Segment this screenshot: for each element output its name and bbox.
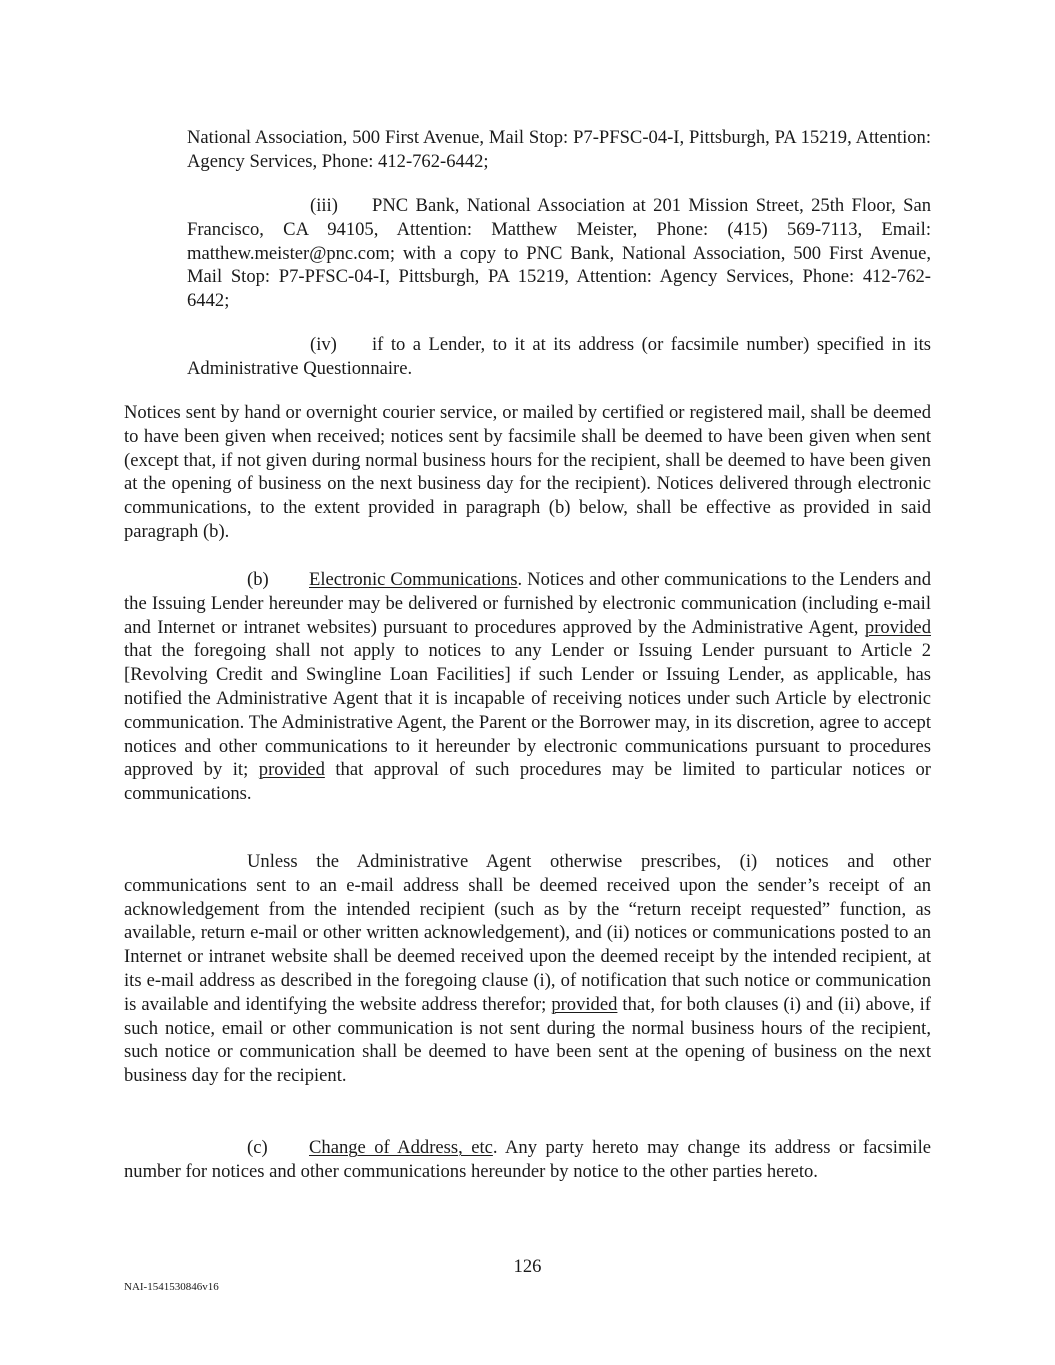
page-number: 126 [513,1256,542,1277]
item-iii-label: (iii) [310,195,338,216]
provided-term: provided [864,616,931,638]
section-c-text: Any party hereto may change its address or facsimile number for notices and other communications hereunder by notice to the other parties hereto. [124,1137,931,1182]
section-c-heading-punct: . [492,1137,498,1158]
item-iv [187,333,931,381]
section-b-heading-punct: . [517,569,523,590]
document-id: NAI-1541530846v16 [124,1281,219,1293]
provided-term: provided [551,993,618,1015]
item-iv-text: if to a Lender, to it at its address (or facsimile number) specified in its Administrative Questionnaire. [187,334,931,379]
section-b-text-1: Notices and other communications to the Lenders and the Issuing Lender hereunder may be delivered or furnished by electronic communication (including e-mail and Internet or intranet websites) pursuant to procedures approved by the Administrative Agent, [124,569,931,638]
section-b [124,568,931,806]
unless-paragraph [124,850,931,1088]
section-c [124,1136,931,1184]
notices-paragraph [124,401,931,544]
unless-paragraph-text-1: Unless the Administrative Agent otherwise prescribes, (i) notices and other communications sent to an e-mail address shall be deemed received upon the sender’s receipt of an acknowledgement from the intended recipient (such as by the “return receipt requested” function, as available, return e-mail or other written acknowledgement), and (ii) notices or communications posted to an Internet or intranet website shall be deemed received upon the deemed receipt by the intended recipient, at its e-mail address as described in the foregoing clause (i), of notification that such notice or communication is available and identifying the website address therefor; [124,851,931,1015]
section-b-text-3: that approval of such procedures may be limited to particular notices or communications. [124,759,931,805]
provided-term: provided [258,759,325,781]
section-b-text-2: that the foregoing shall not apply to notices to any Lender or Issuing Lender pursuant to Article 2 [Revolving Credit and Swingline Loan Facilities] if such Lender or Issuing Lender, as applicable, has notified the Administrative Agent that it is incapable of receiving notices under such Article by electronic communication. The Administrative Agent, the Parent or the Borrower may, in its discretion, agree to accept notices and other communications to it hereunder by electronic communications pursuant to procedures approved by it; [124,640,931,781]
section-b-label: (b) [247,569,269,590]
section-c-heading: Change of Address, etc [309,1137,493,1158]
item-iii [187,194,931,313]
section-c-label: (c) [247,1137,268,1158]
item-iv-label: (iv) [310,334,337,355]
section-b-heading: Electronic Communications [309,569,518,590]
unless-paragraph-text-2: that, for both clauses (i) and (ii) above, if such notice, email or other communication is not sent during the normal business hours of the recipient, such notice or communication shall be deemed to have been sent at the opening of business on the next business day for the recipient. [124,993,931,1087]
address-continuation [187,126,931,174]
notices-paragraph-text: Notices sent by hand or overnight courier service, or mailed by certified or registered mail, shall be deemed to have been given when received; notices sent by facsimile shall be deemed to have been given when sent (except that, if not given during normal business hours for the recipient, shall be deemed to have been given at the opening of business on the next business day for the recipient). Notices delivered through electronic communications, to the extent provided in paragraph (b) below, shall be effective as provided in said paragraph (b). [124,402,931,542]
item-iii-text: PNC Bank, National Association at 201 Mission Street, 25th Floor, San Francisco, CA 94105, Attention: Matthew Meister, Phone: (415) 569-7113, Email: matthew.meister@pnc.com; with a copy to PNC Bank, National Association, 500 First Avenue, Mail Stop: P7-PFSC-04-I, Pittsburgh, PA 15219, Attention: Agency Services, Phone: 412-762-6442; [187,195,931,312]
address-continuation-text: National Association, 500 First Avenue, Mail Stop: P7-PFSC-04-I, Pittsburgh, PA 15219, Attention: Agency Services, Phone: 412-762-6442; [187,127,931,172]
